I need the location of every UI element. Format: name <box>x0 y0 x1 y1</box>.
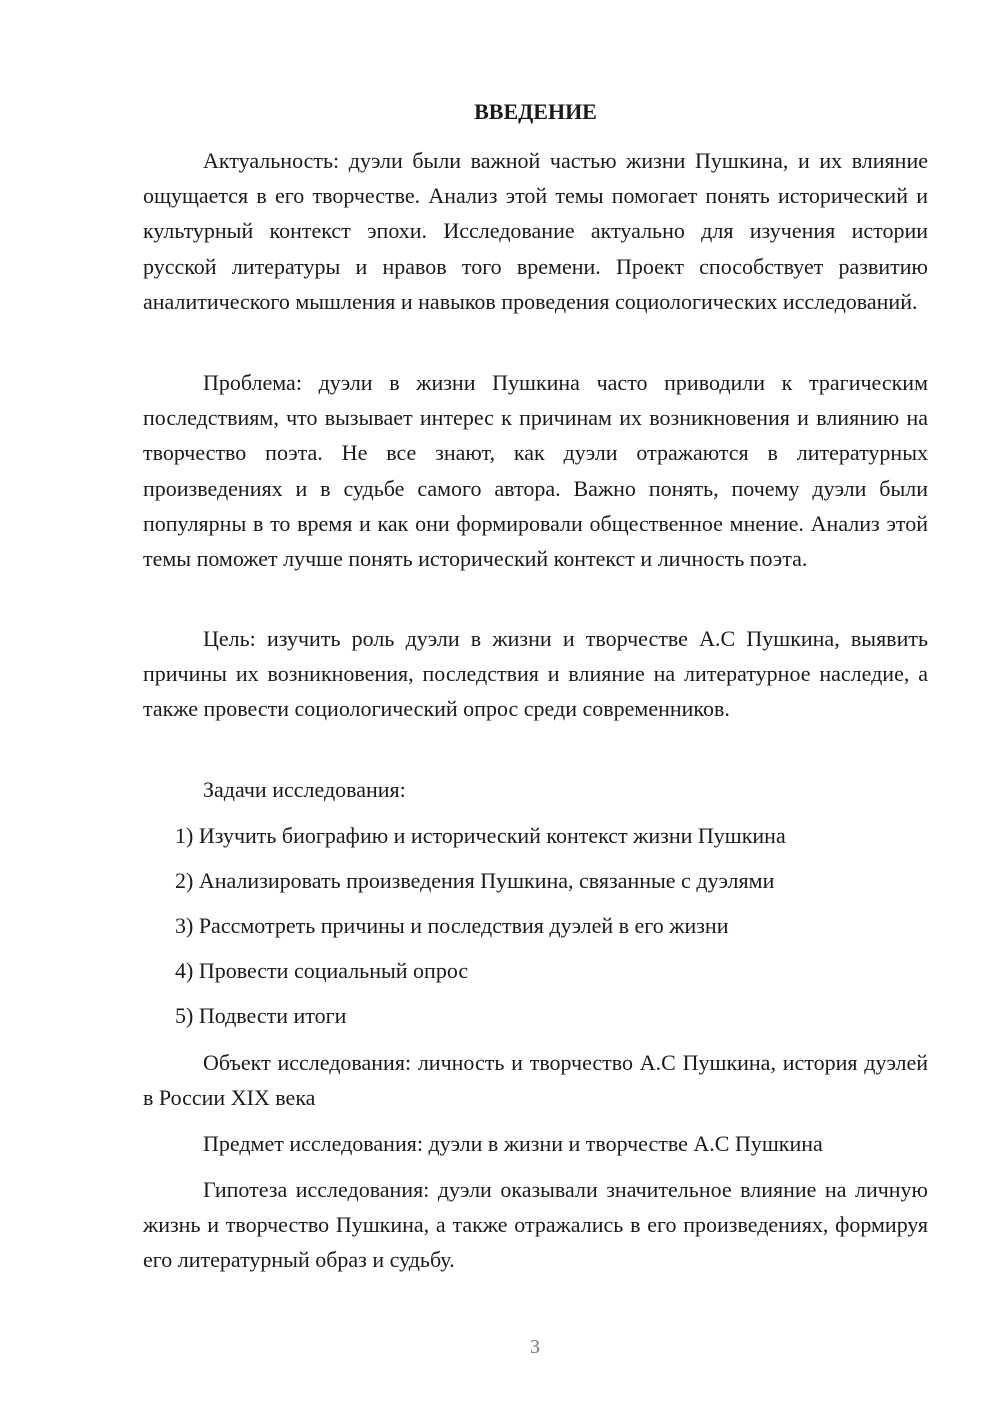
object-paragraph: Объект исследования: личность и творчество А.С Пушкина, история дуэлей в России XIX века <box>143 1050 928 1111</box>
problem-paragraph: Проблема: дуэли в жизни Пушкина часто приводили к трагическим последствиям, что вызывает интерес к причинам их возникновения и влиянию на творчество поэта. Не все знают, как дуэли отражаются в литературных произведениях и в судьбе самого автора. Важно понять, почему дуэли были популярны в то время и как они формировали общественное мнение. Анализ этой темы поможет лучше понять исторический контекст и личность поэта. <box>143 370 928 572</box>
relevance-paragraph: Актуальность: дуэли были важной частью жизни Пушкина, и их влияние ощущается в его творчестве. Анализ этой темы помогает понять исторический и культурный контекст эпохи. Исследование актуально для изучения истории русской литературы и нравов того времени. Проект способствует развитию аналитического мышления и навыков проведения социологических исследований. <box>143 148 928 314</box>
tasks-label: Задачи исследования: <box>203 777 406 802</box>
task-item-5: 5) Подвести итоги <box>175 1003 347 1028</box>
page-title: ВВЕДЕНИЕ <box>474 99 597 124</box>
goal-paragraph: Цель: изучить роль дуэли в жизни и творчестве А.С Пушкина, выявить причины их возникновения, последствия и влияние на литературное наследие, а также провести социологический опрос среди современников. <box>143 626 928 722</box>
hypothesis-paragraph: Гипотеза исследования: дуэли оказывали значительное влияние на личную жизнь и творчество Пушкина, а также отражались в его произведениях, формируя его литературный образ и судьбу. <box>143 1177 928 1273</box>
subject-paragraph: Предмет исследования: дуэли в жизни и творчестве А.С Пушкина <box>203 1131 823 1156</box>
task-item-3: 3) Рассмотреть причины и последствия дуэлей в его жизни <box>175 913 729 938</box>
task-item-1: 1) Изучить биографию и исторический контекст жизни Пушкина <box>175 823 786 848</box>
task-item-2: 2) Анализировать произведения Пушкина, связанные с дуэлями <box>175 868 775 893</box>
page-number: 3 <box>530 1336 540 1358</box>
task-item-4: 4) Провести социальный опрос <box>175 958 469 983</box>
